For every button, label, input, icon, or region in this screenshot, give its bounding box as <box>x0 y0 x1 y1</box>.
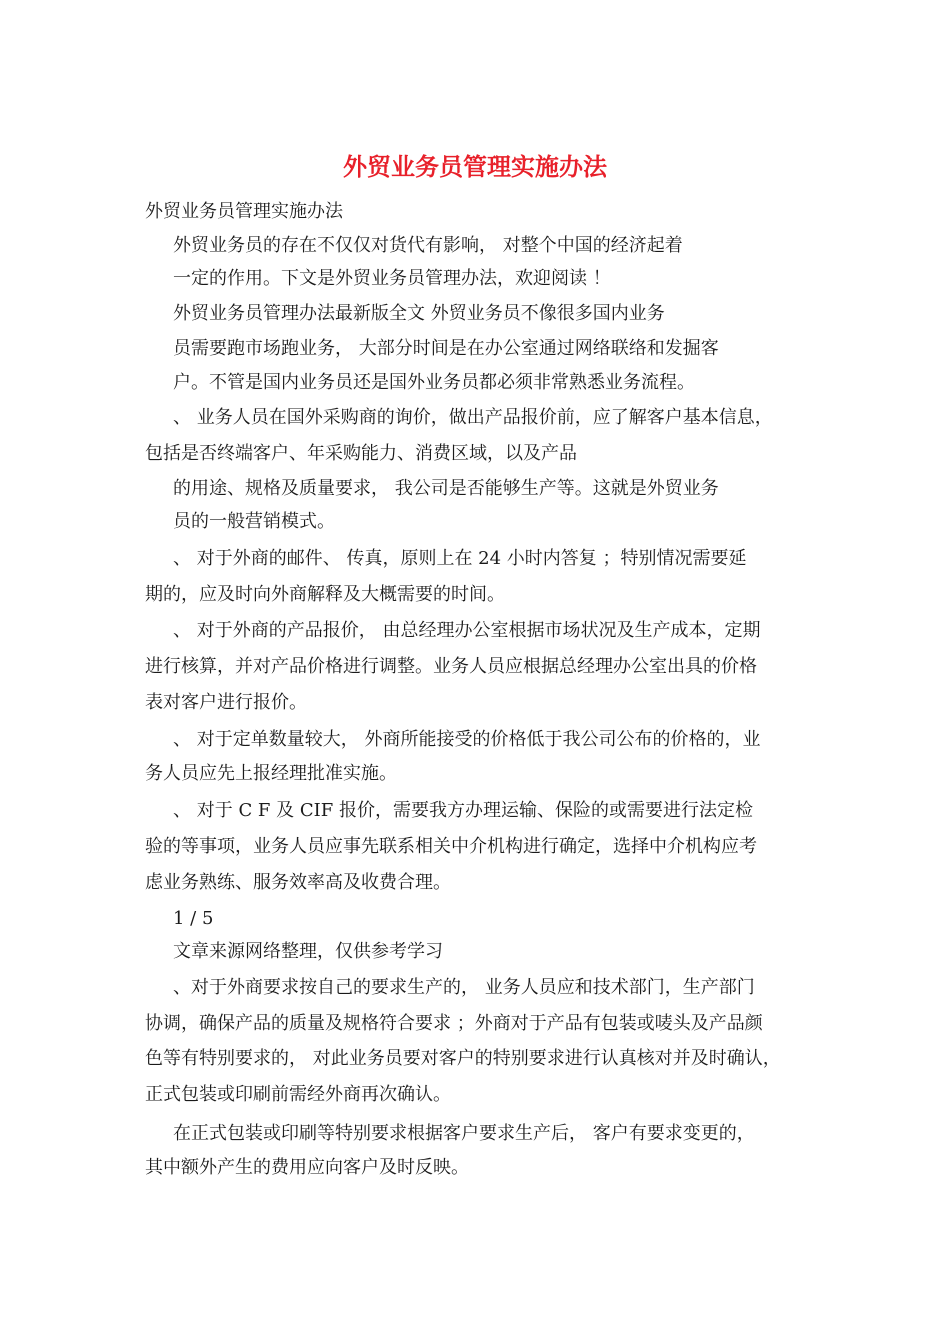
text-line: 正式包装或印刷前需经外商再次确认。 <box>145 1084 451 1105</box>
text-line: 包括是否终端客户、年采购能力、消费区域，以及产品 <box>145 443 577 464</box>
text-line: 外贸业务员管理办法最新版全文 外贸业务员不像很多国内业务 <box>173 303 665 324</box>
text-line: 、 对于定单数量较大， 外商所能接受的价格低于我公司公布的价格的，业 <box>173 729 761 750</box>
page-number: 1 / 5 <box>173 908 214 929</box>
text-line: 员需要跑市场跑业务， 大部分时间是在办公室通过网络联络和发掘客 <box>173 338 719 359</box>
document-title: 外贸业务员管理实施办法 <box>343 152 607 181</box>
text-line: 、 对于 C F 及 CIF 报价，需要我方办理运输、保险的或需要进行法定检 <box>173 800 753 821</box>
text-line: 、 对于外商的产品报价， 由总经理办公室根据市场状况及生产成本，定期 <box>173 620 761 641</box>
text-line: 虑业务熟练、服务效率高及收费合理。 <box>145 872 451 893</box>
text-line: 其中额外产生的费用应向客户及时反映。 <box>145 1157 469 1178</box>
text-line: 户。不管是国内业务员还是国外业务员都必须非常熟悉业务流程。 <box>173 372 695 393</box>
text-line: 员的一般营销模式。 <box>173 511 335 532</box>
text-line: 表对客户进行报价。 <box>145 692 307 713</box>
text-line: 务人员应先上报经理批准实施。 <box>145 763 397 784</box>
text-line: 外贸业务员管理实施办法 <box>145 201 343 222</box>
text-line: 在正式包装或印刷等特别要求根据客户要求生产后， 客户有要求变更的， <box>173 1123 755 1144</box>
text-line: 期的，应及时向外商解释及大概需要的时间。 <box>145 584 505 605</box>
text-line: 进行核算，并对产品价格进行调整。业务人员应根据总经理办公室出具的价格 <box>145 656 757 677</box>
text-line: 外贸业务员的存在不仅仅对货代有影响， 对整个中国的经济起着 <box>173 235 683 256</box>
text-line: 、对于外商要求按自己的要求生产的， 业务人员应和技术部门，生产部门 <box>173 977 755 998</box>
text-line: 、 业务人员在国外采购商的询价，做出产品报价前，应了解客户基本信息， <box>173 407 773 428</box>
text-line: 、 对于外商的邮件、 传真，原则上在 24 小时内答复 ；特别情况需要延 <box>173 548 747 569</box>
text-line: 验的等事项，业务人员应事先联系相关中介机构进行确定，选择中介机构应考 <box>145 836 757 857</box>
text-line: 的用途、规格及质量要求， 我公司是否能够生产等。这就是外贸业务 <box>173 478 719 499</box>
text-line: 一定的作用。下文是外贸业务员管理办法，欢迎阅读 ！ <box>173 268 611 289</box>
text-line: 色等有特别要求的， 对此业务员要对客户的特别要求进行认真核对并及时确认， <box>145 1048 781 1069</box>
text-line: 协调，确保产品的质量及规格符合要求 ；外商对于产品有包装或唛头及产品颜 <box>145 1013 763 1034</box>
source-note: 文章来源网络整理，仅供参考学习 <box>173 941 443 962</box>
